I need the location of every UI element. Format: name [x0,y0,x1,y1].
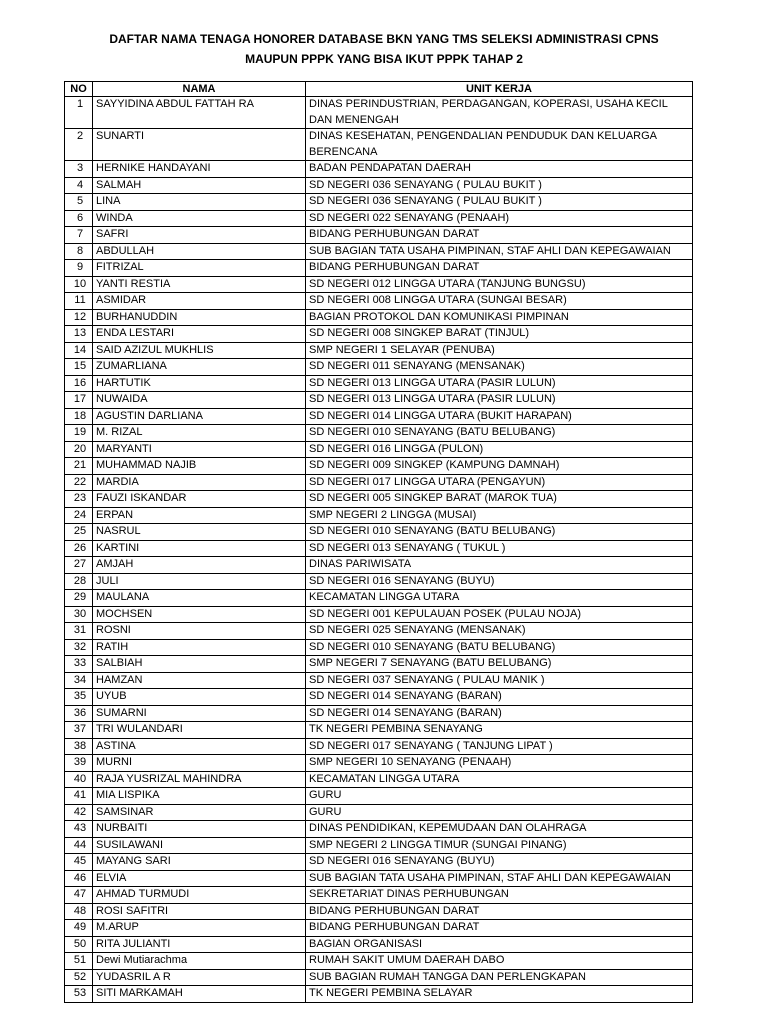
table-row [65,309,693,326]
row-no: 49 [65,920,93,937]
table-row [65,705,693,722]
row-no: 33 [65,656,93,673]
table-row [65,260,693,277]
row-unit-kerja: SD NEGERI 008 LINGGA UTARA (SUNGAI BESAR) [306,293,693,310]
row-unit-kerja: KECAMATAN LINGGA UTARA [306,771,693,788]
row-unit-kerja: SD NEGERI 016 LINGGA (PULON) [306,441,693,458]
table-row [65,590,693,607]
row-unit-kerja: GURU [306,804,693,821]
row-unit-kerja: SD NEGERI 022 SENAYANG (PENAAH) [306,210,693,227]
row-nama: SUMARNI [93,705,306,722]
row-nama: FITRIZAL [93,260,306,277]
row-unit-kerja: SD NEGERI 010 SENAYANG (BATU BELUBANG) [306,524,693,541]
row-nama: SALBIAH [93,656,306,673]
row-nama: ERPAN [93,507,306,524]
row-unit-kerja: BIDANG PERHUBUNGAN DARAT [306,260,693,277]
row-unit-kerja: SD NEGERI 025 SENAYANG (MENSANAK) [306,623,693,640]
row-no: 11 [65,293,93,310]
table-row [65,606,693,623]
row-unit-kerja: BIDANG PERHUBUNGAN DARAT [306,920,693,937]
row-no: 28 [65,573,93,590]
table-row [65,540,693,557]
table-row [65,326,693,343]
row-no: 21 [65,458,93,475]
row-no: 9 [65,260,93,277]
row-nama: MAULANA [93,590,306,607]
row-unit-kerja: SD NEGERI 013 LINGGA UTARA (PASIR LULUN) [306,375,693,392]
table-row [65,837,693,854]
row-unit-kerja: SD NEGERI 014 LINGGA UTARA (BUKIT HARAPAN) [306,408,693,425]
row-no: 16 [65,375,93,392]
row-nama: M. RIZAL [93,425,306,442]
row-no: 26 [65,540,93,557]
row-nama: ASMIDAR [93,293,306,310]
row-unit-kerja: SD NEGERI 037 SENAYANG ( PULAU MANIK ) [306,672,693,689]
row-no: 12 [65,309,93,326]
row-unit-kerja: SMP NEGERI 1 SELAYAR (PENUBA) [306,342,693,359]
row-nama: SUNARTI [93,129,306,161]
table-row [65,276,693,293]
table-row [65,243,693,260]
row-nama: HARTUTIK [93,375,306,392]
row-nama: AGUSTIN DARLIANA [93,408,306,425]
table-body [65,97,693,1003]
row-no: 24 [65,507,93,524]
row-no: 4 [65,177,93,194]
row-nama: MARDIA [93,474,306,491]
row-unit-kerja: DINAS PENDIDIKAN, KEPEMUDAAN DAN OLAHRAGA [306,821,693,838]
row-no: 14 [65,342,93,359]
row-unit-kerja: SMP NEGERI 2 LINGGA TIMUR (SUNGAI PINANG) [306,837,693,854]
row-nama: MIA LISPIKA [93,788,306,805]
row-nama: LINA [93,194,306,211]
row-nama: MUHAMMAD NAJIB [93,458,306,475]
row-nama: JULI [93,573,306,590]
row-nama: AMJAH [93,557,306,574]
row-unit-kerja: SD NEGERI 013 LINGGA UTARA (PASIR LULUN) [306,392,693,409]
row-unit-kerja: SD NEGERI 012 LINGGA UTARA (TANJUNG BUNGSU) [306,276,693,293]
row-nama: M.ARUP [93,920,306,937]
row-no: 46 [65,870,93,887]
row-unit-kerja: SD NEGERI 010 SENAYANG (BATU BELUBANG) [306,425,693,442]
row-no: 8 [65,243,93,260]
table-row [65,408,693,425]
table-row [65,969,693,986]
row-no: 50 [65,936,93,953]
row-nama: RAJA YUSRIZAL MAHINDRA [93,771,306,788]
table-row [65,210,693,227]
row-no: 19 [65,425,93,442]
row-unit-kerja: DINAS KESEHATAN, PENGENDALIAN PENDUDUK DAN KELUARGA BERENCANA [306,129,693,161]
table-row [65,161,693,178]
row-nama: YUDASRIL A R [93,969,306,986]
row-unit-kerja: DINAS PARIWISATA [306,557,693,574]
table-row [65,788,693,805]
row-no: 23 [65,491,93,508]
table-row [65,870,693,887]
row-no: 47 [65,887,93,904]
row-nama: MOCHSEN [93,606,306,623]
table-row [65,573,693,590]
row-unit-kerja: BADAN PENDAPATAN DAERAH [306,161,693,178]
table-row [65,639,693,656]
row-nama: MARYANTI [93,441,306,458]
row-nama: ROSNI [93,623,306,640]
row-no: 3 [65,161,93,178]
row-no: 32 [65,639,93,656]
row-no: 44 [65,837,93,854]
row-unit-kerja: SUB BAGIAN RUMAH TANGGA DAN PERLENGKAPAN [306,969,693,986]
row-unit-kerja: DINAS PERINDUSTRIAN, PERDAGANGAN, KOPERASI, USAHA KECIL DAN MENENGAH [306,97,693,129]
table-row [65,129,693,161]
row-no: 22 [65,474,93,491]
row-unit-kerja: BIDANG PERHUBUNGAN DARAT [306,227,693,244]
row-unit-kerja: SD NEGERI 011 SENAYANG (MENSANAK) [306,359,693,376]
table-row [65,920,693,937]
row-unit-kerja: SUB BAGIAN TATA USAHA PIMPINAN, STAF AHLI DAN KEPEGAWAIAN [306,870,693,887]
row-unit-kerja: RUMAH SAKIT UMUM DAERAH DABO [306,953,693,970]
table-row [65,458,693,475]
table-row [65,227,693,244]
row-unit-kerja: SMP NEGERI 2 LINGGA (MUSAI) [306,507,693,524]
table-row [65,507,693,524]
table-row [65,771,693,788]
row-unit-kerja: SD NEGERI 016 SENAYANG (BUYU) [306,573,693,590]
row-no: 27 [65,557,93,574]
row-no: 20 [65,441,93,458]
row-nama: UYUB [93,689,306,706]
table-row [65,656,693,673]
header-unit-kerja: UNIT KERJA [306,82,693,97]
row-unit-kerja: SMP NEGERI 10 SENAYANG (PENAAH) [306,755,693,772]
row-no: 53 [65,986,93,1003]
row-nama: FAUZI ISKANDAR [93,491,306,508]
table-row [65,623,693,640]
table-row [65,177,693,194]
table-row [65,738,693,755]
row-nama: NURBAITI [93,821,306,838]
row-no: 29 [65,590,93,607]
row-nama: ELVIA [93,870,306,887]
table-row [65,375,693,392]
table-row [65,474,693,491]
row-nama: TRI WULANDARI [93,722,306,739]
table-row [65,672,693,689]
row-nama: SAMSINAR [93,804,306,821]
row-nama: AHMAD TURMUDI [93,887,306,904]
row-no: 1 [65,97,93,129]
row-unit-kerja: SD NEGERI 014 SENAYANG (BARAN) [306,705,693,722]
table-header-row [65,82,693,97]
row-nama: ABDULLAH [93,243,306,260]
document-title [0,29,768,69]
row-nama: WINDA [93,210,306,227]
row-nama: NUWAIDA [93,392,306,409]
table-row [65,887,693,904]
row-nama: SAYYIDINA ABDUL FATTAH RA [93,97,306,129]
row-nama: Dewi Mutiarachma [93,953,306,970]
table-row [65,936,693,953]
row-no: 41 [65,788,93,805]
row-nama: RATIH [93,639,306,656]
table-row [65,293,693,310]
row-no: 25 [65,524,93,541]
row-unit-kerja: SD NEGERI 036 SENAYANG ( PULAU BUKIT ) [306,177,693,194]
row-no: 48 [65,903,93,920]
row-nama: SAID AZIZUL MUKHLIS [93,342,306,359]
row-no: 6 [65,210,93,227]
table-row [65,441,693,458]
row-unit-kerja: SD NEGERI 014 SENAYANG (BARAN) [306,689,693,706]
row-unit-kerja: BAGIAN PROTOKOL DAN KOMUNIKASI PIMPINAN [306,309,693,326]
row-no: 15 [65,359,93,376]
row-nama: NASRUL [93,524,306,541]
row-nama: MAYANG SARI [93,854,306,871]
row-nama: KARTINI [93,540,306,557]
row-no: 18 [65,408,93,425]
row-unit-kerja: SD NEGERI 008 SINGKEP BARAT (TINJUL) [306,326,693,343]
title-line-1: DAFTAR NAMA TENAGA HONORER DATABASE BKN YANG TMS SELEKSI ADMINISTRASI CPNS [109,32,659,46]
row-nama: MURNI [93,755,306,772]
table-row [65,953,693,970]
row-unit-kerja: SD NEGERI 036 SENAYANG ( PULAU BUKIT ) [306,194,693,211]
table-row [65,986,693,1003]
row-nama: BURHANUDDIN [93,309,306,326]
row-unit-kerja: SMP NEGERI 7 SENAYANG (BATU BELUBANG) [306,656,693,673]
table-row [65,524,693,541]
row-no: 45 [65,854,93,871]
header-nama: NAMA [93,82,306,97]
table-row [65,854,693,871]
row-nama: RITA JULIANTI [93,936,306,953]
row-no: 38 [65,738,93,755]
table-row [65,425,693,442]
row-no: 37 [65,722,93,739]
row-no: 51 [65,953,93,970]
table-row [65,342,693,359]
row-nama: ASTINA [93,738,306,755]
row-nama: HERNIKE HANDAYANI [93,161,306,178]
row-unit-kerja: BIDANG PERHUBUNGAN DARAT [306,903,693,920]
row-nama: SITI MARKAMAH [93,986,306,1003]
row-no: 52 [65,969,93,986]
row-nama: SUSILAWANI [93,837,306,854]
row-no: 17 [65,392,93,409]
row-nama: ZUMARLIANA [93,359,306,376]
row-unit-kerja: SD NEGERI 017 LINGGA UTARA (PENGAYUN) [306,474,693,491]
row-no: 31 [65,623,93,640]
row-no: 5 [65,194,93,211]
row-unit-kerja: SD NEGERI 005 SINGKEP BARAT (MAROK TUA) [306,491,693,508]
table-row [65,903,693,920]
table-row [65,689,693,706]
row-unit-kerja: BAGIAN ORGANISASI [306,936,693,953]
title-line-2: MAUPUN PPPK YANG BISA IKUT PPPK TAHAP 2 [245,52,523,66]
row-no: 40 [65,771,93,788]
table-row [65,194,693,211]
row-unit-kerja: TK NEGERI PEMBINA SELAYAR [306,986,693,1003]
row-unit-kerja: SD NEGERI 013 SENAYANG ( TUKUL ) [306,540,693,557]
row-no: 39 [65,755,93,772]
table-row [65,722,693,739]
row-nama: SALMAH [93,177,306,194]
table-row [65,392,693,409]
row-no: 13 [65,326,93,343]
row-nama: HAMZAN [93,672,306,689]
table-row [65,755,693,772]
header-no: NO [65,82,93,97]
row-unit-kerja: GURU [306,788,693,805]
row-unit-kerja: SD NEGERI 001 KEPULAUAN POSEK (PULAU NOJA) [306,606,693,623]
table-row [65,359,693,376]
row-no: 30 [65,606,93,623]
row-unit-kerja: SD NEGERI 017 SENAYANG ( TANJUNG LIPAT ) [306,738,693,755]
table-row [65,557,693,574]
row-nama: SAFRI [93,227,306,244]
row-unit-kerja: SD NEGERI 009 SINGKEP (KAMPUNG DAMNAH) [306,458,693,475]
row-unit-kerja: TK NEGERI PEMBINA SENAYANG [306,722,693,739]
table-row [65,821,693,838]
table-row [65,97,693,129]
row-no: 34 [65,672,93,689]
row-no: 7 [65,227,93,244]
table-row [65,804,693,821]
row-unit-kerja: SD NEGERI 010 SENAYANG (BATU BELUBANG) [306,639,693,656]
row-no: 42 [65,804,93,821]
row-nama: YANTI RESTIA [93,276,306,293]
row-nama: ENDA LESTARI [93,326,306,343]
row-no: 10 [65,276,93,293]
row-no: 36 [65,705,93,722]
row-no: 35 [65,689,93,706]
row-unit-kerja: SEKRETARIAT DINAS PERHUBUNGAN [306,887,693,904]
table-row [65,491,693,508]
row-nama: ROSI SAFITRI [93,903,306,920]
row-no: 43 [65,821,93,838]
row-unit-kerja: SUB BAGIAN TATA USAHA PIMPINAN, STAF AHLI DAN KEPEGAWAIAN [306,243,693,260]
row-no: 2 [65,129,93,161]
row-unit-kerja: KECAMATAN LINGGA UTARA [306,590,693,607]
row-unit-kerja: SD NEGERI 016 SENAYANG (BUYU) [306,854,693,871]
honorer-table [64,81,693,1003]
